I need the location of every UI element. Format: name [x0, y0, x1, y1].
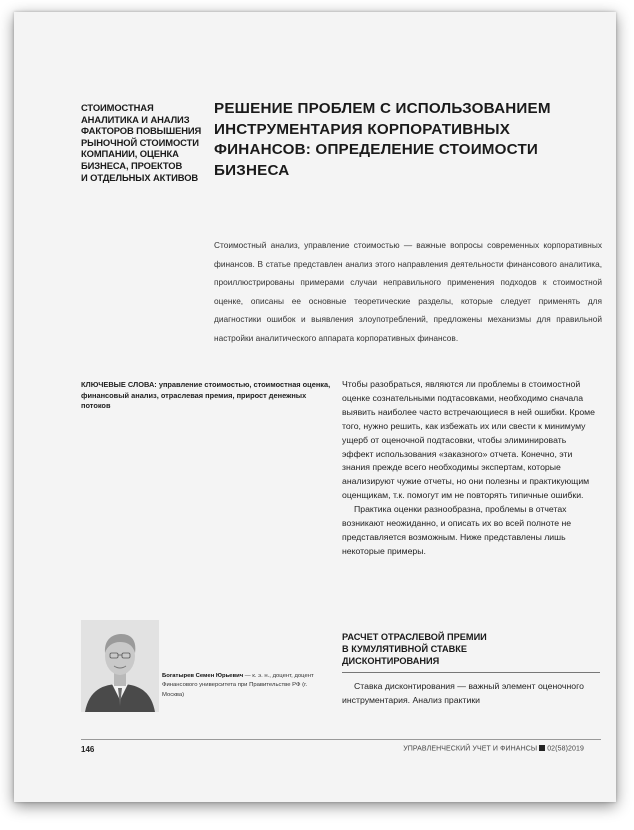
keywords-label: КЛЮЧЕВЫЕ СЛОВА: [81, 380, 157, 389]
body-paragraph-2: Практика оценки разнообразна, проблемы в отчетах возникают неожиданно, и описать их во всей полноте не представляется возможным. Ниже представлены лишь некоторые примеры. [342, 504, 572, 556]
section-heading: РАСЧЕТ ОТРАСЛЕВОЙ ПРЕМИИ В КУМУЛЯТИВНОЙ СТАВКЕ ДИСКОНТИРОВАНИЯ [342, 632, 487, 666]
article-title: РЕШЕНИЕ ПРОБЛЕМ С ИСПОЛЬЗОВАНИЕМ ИНСТРУМЕНТАРИЯ КОРПОРАТИВНЫХ ФИНАНСОВ: ОПРЕДЕЛЕНИЕ СТОИМОСТИ БИЗНЕСА [214, 100, 551, 179]
author-name: Богатырев Семен Юрьевич [162, 673, 244, 679]
journal-footer [403, 745, 584, 753]
section-rubric: СТОИМОСТНАЯ АНАЛИТИКА И АНАЛИЗ ФАКТОРОВ ПОВЫШЕНИЯ РЫНОЧНОЙ СТОИМОСТИ КОМПАНИИ, ОЦЕНКА БИЗНЕСА, ПРОЕКТОВ И ОТДЕЛЬНЫХ АКТИВОВ [81, 102, 202, 183]
body-column-2 [342, 680, 600, 708]
author-details: — к. э. н., доцент, доцент Финансового университета при Правительстве РФ (г. Москва) [162, 673, 314, 698]
article-abstract: Стоимостный анализ, управление стоимостью — важные вопросы современных корпоративных финансов. В статье представлен анализ этого направления деятельности финансового аналитика, проиллюстрированы примерами случаи неправильного применения подходов к стоимостной оценке, описаны ее основные теоретические разделы, которые следует применять для диагностики ошибок и выявления злоупотреблений, предложены механизмы для правильной настройки аналитического аппарата корпоративных финансов. [214, 240, 602, 343]
footer-divider [81, 739, 601, 740]
body-column [342, 378, 600, 559]
heading-divider [342, 672, 600, 673]
keywords-text: управление стоимостью, стоимостная оценка, финансовый анализ, отраслевая премия, прирост денежных потоков [81, 380, 331, 411]
keywords-block [81, 380, 331, 412]
body-paragraph-3: Ставка дисконтирования — важный элемент оценочного инструментария. Анализ практики [342, 681, 584, 705]
journal-page [14, 12, 616, 802]
author-info [162, 672, 327, 700]
page-number: 146 [81, 745, 95, 754]
journal-issue: 02(58)2019 [547, 745, 584, 753]
author-portrait-icon [81, 620, 159, 712]
square-bullet-icon [539, 745, 545, 751]
author-photo [81, 620, 159, 712]
journal-name: УПРАВЛЕНЧЕСКИЙ УЧЕТ И ФИНАНСЫ [403, 745, 538, 753]
body-paragraph-1: Чтобы разобраться, являются ли проблемы в стоимостной оценке сознательными подтасовками, необходимо сначала выявить наиболее часто встречающиеся в ней ошибки. Кроме того, нужно решить, как избежать их или свести к минимуму ущерб от оценочной подтасовки, чтобы элиминировать эффект использования «заказного» отчета. Конечно, эти знания прежде всего необходимы экспертам, которые анализируют чужие отчеты, но они полезны и практикующим оценщикам, т.к. помогут им не повторять типичные ошибки. [342, 379, 595, 501]
